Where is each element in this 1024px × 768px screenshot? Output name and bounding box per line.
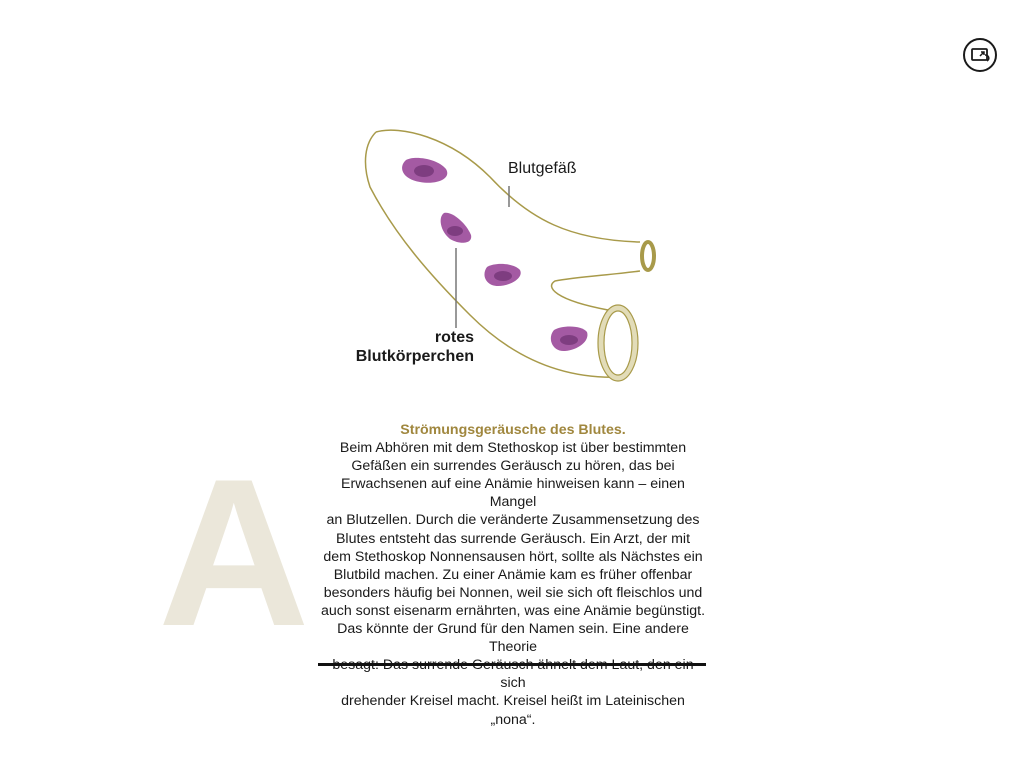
decorative-letter: A [158, 435, 308, 670]
vessel-label: Blutgefäß [508, 160, 577, 177]
large-vessel-opening [601, 308, 635, 378]
article-line: drehender Kreisel macht. Kreisel heißt im Lateinischen „nona“. [341, 693, 685, 728]
cell-label-line1: rotes [434, 329, 474, 346]
red-blood-cell [441, 213, 472, 243]
article-line: besonders häufig bei Nonnen, weil sie sich oft fleischlos und [323, 584, 703, 601]
article-line: Blutbild machen. Zu einer Anämie kam es früher offenbar [333, 566, 693, 583]
article-line: Beim Abhören mit dem Stethoskop ist über bestimmten [339, 440, 687, 457]
article [318, 421, 708, 729]
article-body [318, 439, 708, 729]
article-line: dem Stethoskop Nonnensausen hört, sollte als Nächstes ein [323, 548, 703, 565]
article-title: Strömungsgeräusche des Blutes. [400, 422, 626, 438]
share-button[interactable] [963, 38, 997, 72]
red-blood-cell [484, 264, 520, 286]
section-divider [318, 663, 706, 666]
cell-label-line2: Blutkörperchen [355, 348, 474, 365]
red-blood-cell-label [340, 328, 474, 366]
article-line: Blutes entsteht das surrende Geräusch. Ein Arzt, der mit [335, 530, 691, 547]
red-blood-cell [402, 158, 447, 183]
small-vessel-opening [642, 242, 654, 270]
article-line: Das könnte der Grund für den Namen sein. Eine andere Theorie [337, 621, 689, 656]
article-line: Gefäßen ein surrendes Geräusch zu hören, das bei [351, 458, 675, 475]
red-blood-cell [551, 326, 588, 351]
article-line: an Blutzellen. Durch die veränderte Zusammensetzung des [326, 512, 700, 529]
article-line: Erwachsenen auf eine Anämie hinweisen kann – einen Mangel [341, 476, 685, 511]
article-line: auch sonst eisenarm ernährten, was eine Anämie begünstigt. [320, 602, 706, 619]
share-icon [965, 40, 995, 70]
article-line: sich [500, 675, 526, 692]
